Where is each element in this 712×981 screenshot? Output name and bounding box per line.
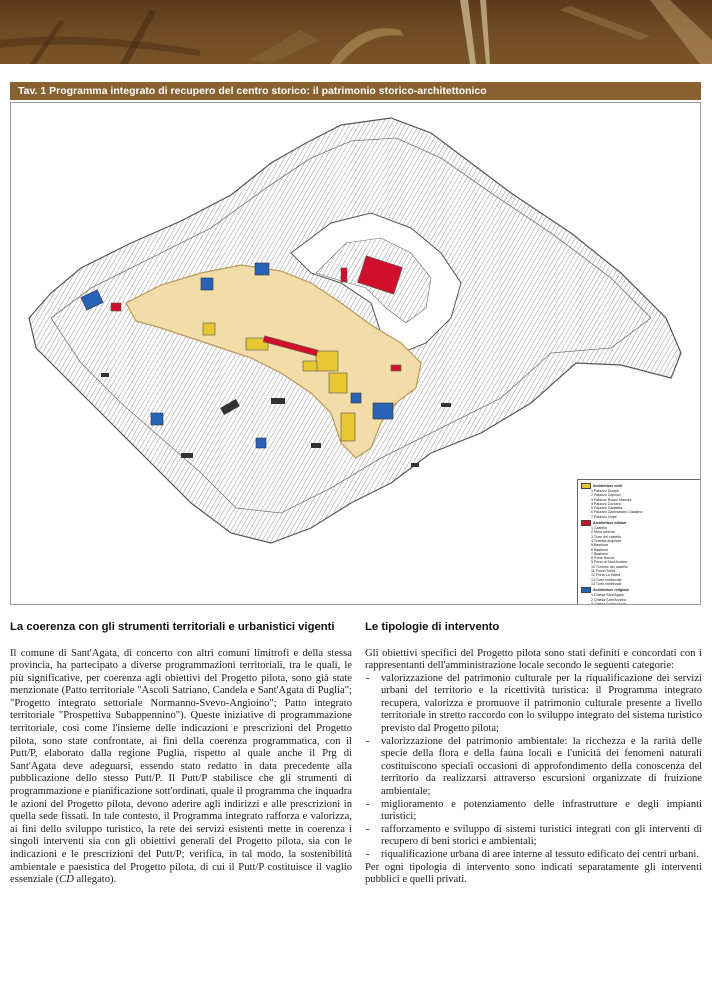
legend-item: 9 Porta di Sant'Andrea: [591, 560, 628, 565]
military-swatch: [581, 520, 591, 526]
map-legend: [577, 479, 701, 605]
left-column: [10, 621, 352, 887]
legend-item: 13 Torre medievale: [591, 577, 622, 582]
left-heading: La coerenza con gli strumenti territoriali e urbanistici vigenti: [10, 621, 335, 633]
list-item: - valorizzazione del patrimonio ambientale: la ricchezza e la rarità delle specie della flora e della fauna locali e l'unicità dei fenomeni naturali costituiscono speciali occasioni di approfondimento della conoscenza del territorio da realizzarsi attraverso escursioni organizzate di fruizione ambientale;: [365, 736, 702, 799]
legend-item: 3 Torre del castello: [591, 534, 622, 539]
left-body-text: Il comune di Sant'Agata, di concerto con altri comuni limitrofi e della stessa provincia, ha partecipato a diverse programmazioni territoriali, tra le quali, le più significative, per coerenza agli obiettivi del Progetto pilota, sono già state menzionate (Patto territoriale "Ascoli Satriano, Candela e Sant'Agata di Puglia"; "Progetto integrato settoriale Normanno-Svevo-Angioino"; Patto integrato territoriale "Prospettiva Subappennino"). Queste iniziative di programmazione territoriale, così come l'insieme delle indicazioni e prescrizioni del Progetto pilota, sono state confrontate, ai fini della coerenza programmatica, con il Putt/P, elaborato dalla regione Puglia, rispetto al quale anche il Prg di Sant'Agata deve adeguarsi, essendo stato redatto in data precedente alla pubblicazione dello stesso Putt/P. Il Putt/P stabilisce che gli strumenti di programmazione e pianificazione sott'ordinati, quale il programma che inquadra le azioni del Progetto pilota, devono aderire agli indirizzi e alle prescrizioni in quella sede fissati. In tale contesto, il Programma integrato rafforza e valorizza, ai fini dello sviluppo turistico, la rete dei servizi esistenti mette in coerenza i singoli interventi sia con gli obiettivi generali del Progetto pilota, sia con le indicazioni e le prescrizioni del Putt/P; verifica, in tal modo, la sostenibilità ambientale e paesistica del Progetto pilota, di cui il Putt/P costituisce il vaglio essenziale (: [10, 647, 352, 886]
legend-item: 1 Castello: [591, 526, 607, 531]
historic-center-map: [10, 102, 701, 605]
legend-item: 12 Porta La Malva: [591, 573, 621, 578]
legend-item: 8 Porta Nuova: [591, 556, 614, 561]
legend-item: 3 Palazzo Russo Mancini: [591, 497, 632, 502]
legend-military-label: Architetture militari: [593, 520, 627, 525]
right-column: [365, 621, 702, 887]
legend-item: 1 Chiesa Sant'Agata: [591, 593, 624, 598]
legend-item: 11 Porta Fiorita: [591, 569, 616, 574]
list-item: - valorizzazione del patrimonio culturale per la riqualificazione dei servizi urbani del territorio e la ricettività turistica: il Programma integrato recupera, valorizza e promuove il patrimonio culturale presente a livello territoriale in stretto raccordo con lo sviluppo integrato del sistema turistico previsto dal Progetto pilota;: [365, 673, 702, 736]
list-item: - rafforzamento e sviluppo di sistemi turistici integrati con gli interventi di recupero di beni storici e ambientali;: [365, 824, 702, 849]
list-item: - riqualificazione urbana di aree interne al tessuto edificato dei centri urbani.: [365, 849, 702, 862]
legend-item: 10 Torrione del castello: [591, 564, 628, 569]
legend-civil-label: Architetture civili: [593, 483, 623, 488]
right-intro: Gli obiettivi specifici del Progetto pilota sono stati definiti e concordati con i rappresentanti dell'amministrazione locale secondo le seguenti categorie:: [365, 647, 702, 672]
decorative-header-band: [0, 0, 712, 64]
header-texture: [0, 0, 712, 64]
legend-item: 3 Chiesa Santa Croce: [591, 601, 627, 605]
legend-item: 7 Bastione: [591, 551, 608, 556]
list-item: - miglioramento e potenziamento delle infrastrutture e degli impianti turistici;: [365, 799, 702, 824]
cd-reference: CD: [59, 874, 74, 886]
legend-item: 5 Palazzo Gadaleta: [591, 506, 623, 511]
legend-religious-label: Architetture religiose: [593, 588, 630, 593]
legend-item: 4 Torretta angolare: [591, 538, 622, 543]
religious-swatch: [581, 587, 591, 593]
legend-item: 2 Chiesa Sant'Andrea: [591, 597, 626, 602]
legend-item: 5 Bastione: [591, 543, 608, 548]
legend-item: 6 Bastione: [591, 547, 608, 552]
legend-item: 4 Palazzo Zuccaro: [591, 501, 621, 506]
legend-item: 2 Palazzo Capozzi: [591, 493, 621, 498]
civil-swatch: [581, 483, 591, 489]
legend-item: 6 Palazzo Zammarano Catalano: [591, 510, 643, 515]
table-title-bar: Tav. 1 Programma integrato di recupero del centro storico: il patrimonio storico-architettonico: [10, 82, 701, 100]
legend-item: 1 Palazzo Ducale: [591, 489, 619, 493]
intervention-list: [365, 673, 702, 862]
right-closing: Per ogni tipologia di intervento sono indicati separatamente gli interventi pubblici e quelli privati.: [365, 861, 702, 886]
right-heading: Le tipologie di intervento: [365, 621, 500, 633]
left-body: [10, 648, 352, 887]
left-body-end: allegato).: [73, 874, 117, 886]
legend-item: 14 Torre medievale: [591, 581, 622, 586]
legend-item: 2 Mura urbiche: [591, 530, 615, 535]
legend-item: 7 Palazzo Volpe: [591, 514, 617, 519]
